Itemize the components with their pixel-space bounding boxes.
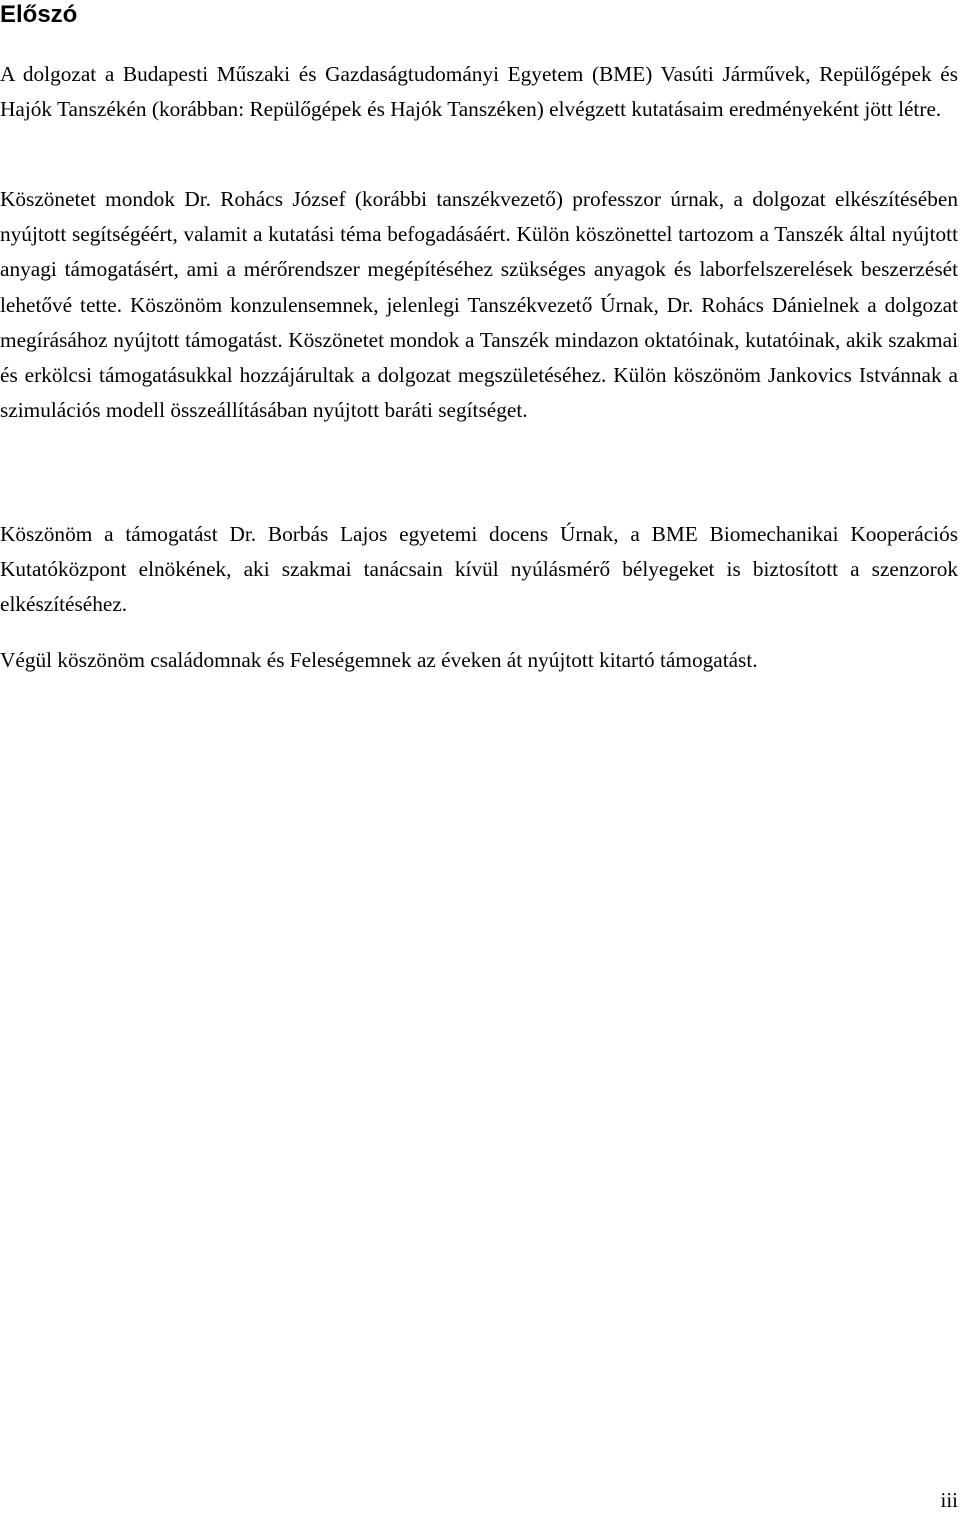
paragraph-intro: A dolgozat a Budapesti Műszaki és Gazdaságtudományi Egyetem (BME) Vasúti Járművek, Repülőgépek és Hajók Tanszékén (korábban: Repülőgépek és Hajók Tanszéken) elvégzett kutatásaim eredményeként jött létre. [0, 62, 958, 122]
paragraph-borbas: Köszönöm a támogatást Dr. Borbás Lajos egyetemi docens Úrnak, a BME Biomechanikai Kooperációs Kutatóközpont elnökének, aki szakmai tanácsain kívül nyúlásmérő bélyegeket is biztosított a szenzorok elkészítéséhez. [0, 522, 958, 617]
page-title: Előszó [0, 1, 78, 28]
page-number: iii [940, 1488, 958, 1512]
paragraph-acknowledgements: Köszönetet mondok Dr. Rohács József (korábbi tanszékvezető) professzor úrnak, a dolgozat elkészítésében nyújtott segítségéért, valamit a kutatási téma befogadásáért. Külön köszönettel tartozom a Tanszék által nyújtott anyagi támogatásért, ami a mérőrendszer megépítéséhez szükséges anyagok és laborfelszerelések beszerzését lehetővé tette. Köszönöm konzulensemnek, jelenlegi Tanszékvezető Úrnak, Dr. Rohács Dánielnek a dolgozat megírásához nyújtott támogatást. Köszönetet mondok a Tanszék mindazon oktatóinak, kutatóinak, akik szakmai és erkölcsi támogatásukkal hozzájárultak a dolgozat megszületéséhez. Külön köszönöm Jankovics Istvánnak a szimulációs modell összeállításában nyújtott baráti segítséget. [0, 187, 958, 423]
paragraph-family: Végül köszönöm családomnak és Feleségemnek az éveken át nyújtott kitartó támogatást. [0, 648, 758, 672]
